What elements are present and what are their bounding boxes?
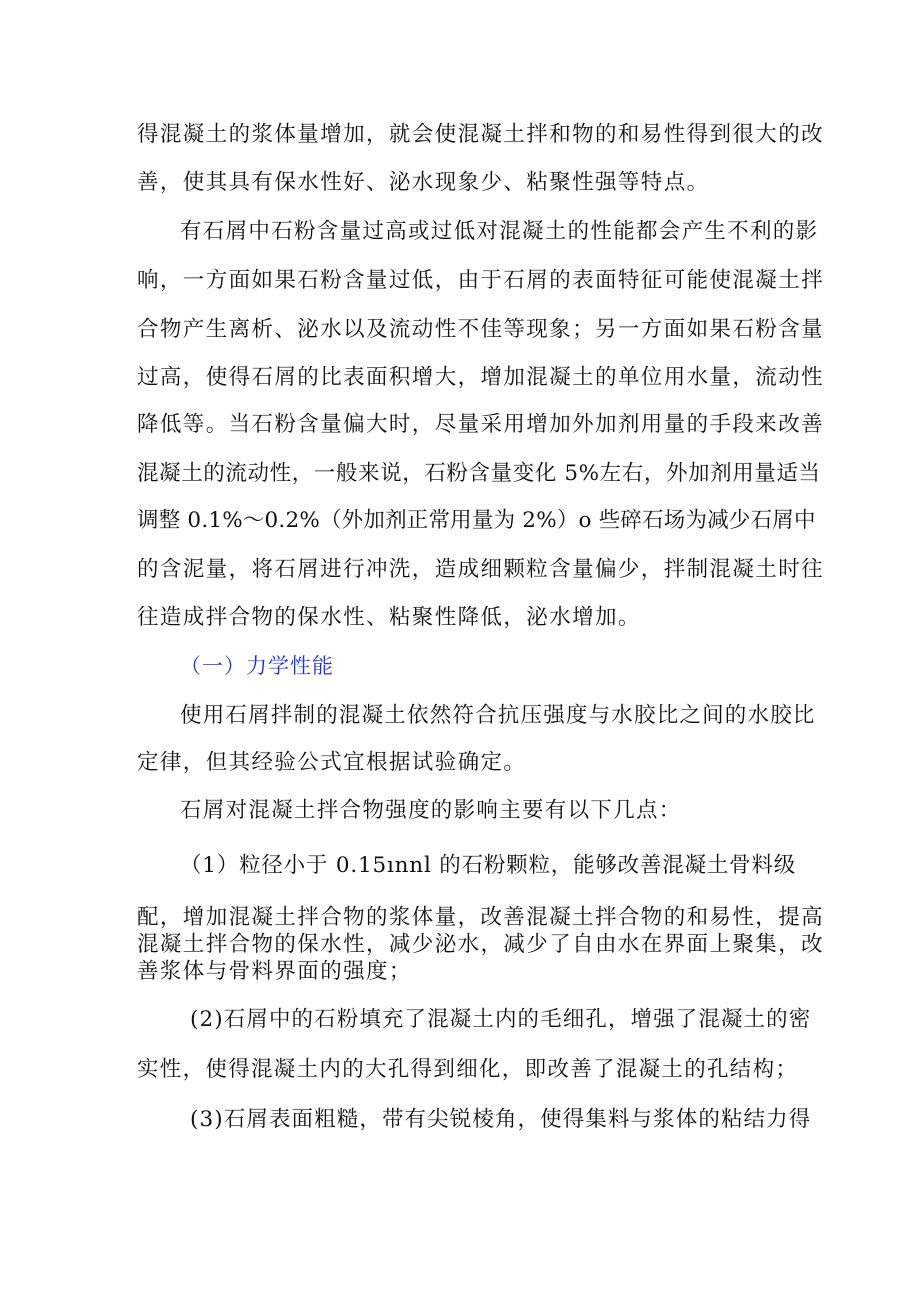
body-text-line: 使用石屑拌制的混凝土依然符合抗压强度与水胶比之间的水胶比 (180, 703, 816, 728)
body-text-line: 得混凝土的浆体量增加，就会使混凝土拌和物的和易性得到很大的改 (137, 122, 825, 147)
body-text-line: 定律，但其经验公式宜根据试验确定。 (137, 750, 527, 775)
body-text-line: 混凝土的流动性，一般来说，石粉含量变化 5%左右，外加剂用量适当 (137, 461, 821, 486)
body-text-line: 石屑对混凝土拌合物强度的影响主要有以下几点： (180, 798, 682, 823)
body-text-line: 降低等。当石粉含量偏大时，尽量采用增加外加剂用量的手段来改善 (137, 412, 825, 437)
body-text-line: 有石屑中石粉含量过高或过低对混凝土的性能都会产生不利的影 (180, 219, 819, 244)
list-item-text: 善浆体与骨料界面的强度； (137, 959, 412, 984)
body-text-line: 过高，使得石屑的比表面积增大，增加混凝土的单位用水量，流动性 (137, 365, 825, 390)
list-item-text: (2)石屑中的石粉填充了混凝土内的毛细孔，增强了混凝土的密 (190, 1007, 812, 1032)
list-item-text: (3)石屑表面粗糙，带有尖锐棱角，使得集料与浆体的粘结力得 (190, 1107, 812, 1132)
list-item-text: 实性，使得混凝土内的大孔得到细化，即改善了混凝土的孔结构； (137, 1057, 799, 1082)
list-item-text: 配，增加混凝土拌合物的浆体量，改善混凝土拌合物的和易性，提高 (137, 905, 825, 930)
body-text-line: 响，一方面如果石粉含量过低，由于石屑的表面特征可能使混凝土拌 (137, 268, 825, 293)
body-text-line: 调整 0.1%～0.2%（外加剂正常用量为 2%）o 些碎石场为减少石屑中 (137, 508, 816, 533)
body-text-line: 善，使其具有保水性好、泌水现象少、粘聚性强等特点。 (137, 170, 710, 195)
body-text-line: 的含泥量，将石屑进行冲洗，造成细颗粒含量偏少，拌制混凝土时往 (137, 557, 825, 582)
section-heading: （一）力学性能 (180, 654, 334, 678)
list-item-text: （1）粒径小于 0.15ınnl 的石粉颗粒，能够改善混凝土骨料级 (180, 853, 797, 878)
body-text-line: 合物产生离析、泌水以及流动性不佳等现象；另一方面如果石粉含量 (137, 317, 825, 342)
body-text-line: 往造成拌合物的保水性、粘聚性降低，泌水增加。 (137, 605, 641, 630)
list-item-text: 混凝土拌合物的保水性，减少泌水，减少了自由水在界面上聚集，改 (137, 932, 825, 957)
